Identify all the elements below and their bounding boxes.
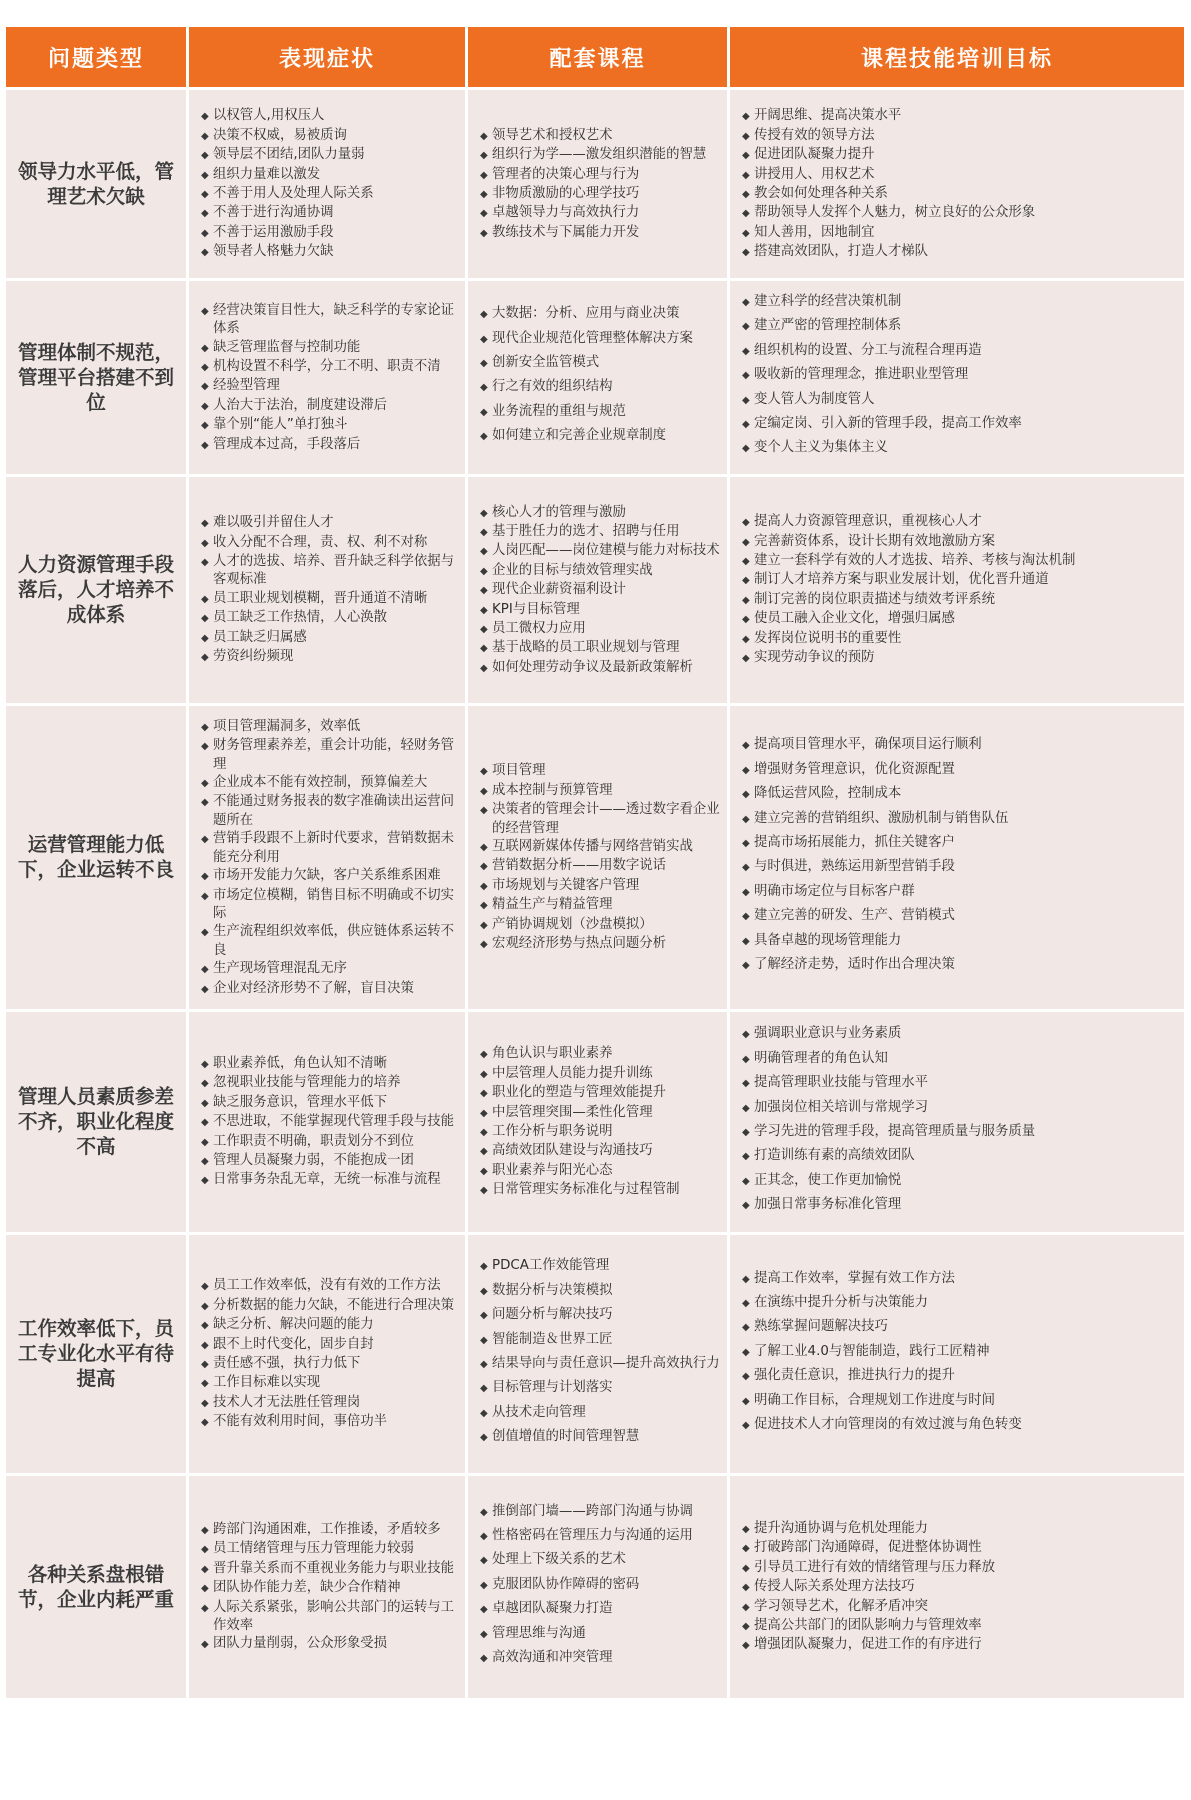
list-item: ◆ 项目管理 — [480, 762, 721, 780]
problem-type-cell: 人力资源管理手段落后，人才培养不成体系 — [6, 477, 186, 703]
list-item: ◆ 不善于用人及处理人际关系 — [201, 185, 459, 203]
list-item: ◆ KPI与目标管理 — [480, 601, 721, 619]
courses-list — [480, 305, 721, 445]
list-item: ◆ 员工缺乏归属感 — [201, 629, 459, 647]
goals-cell — [730, 90, 1184, 278]
goals-list — [742, 1025, 1178, 1214]
header-courses: 配套课程 — [468, 27, 727, 87]
list-item: ◆ 缺乏服务意识，管理水平低下 — [201, 1094, 459, 1112]
list-item: ◆ 使员工融入企业文化，增强归属感 — [742, 610, 1178, 628]
list-item: ◆ 明确市场定位与目标客户群 — [742, 883, 1178, 901]
list-item: ◆ 决策不权威，易被质询 — [201, 127, 459, 145]
list-item: ◆ 制订人才培养方案与职业发展计划，优化晋升通道 — [742, 571, 1178, 589]
list-item: ◆ 智能制造＆世界工匠 — [480, 1331, 721, 1349]
list-item: ◆ 开阔思维、提高决策水平 — [742, 107, 1178, 125]
list-item: ◆ 定编定岗、引入新的管理手段，提高工作效率 — [742, 415, 1178, 433]
list-item: ◆ 创值增值的时间管理智慧 — [480, 1428, 721, 1446]
list-item: ◆ 靠个别“能人”单打独斗 — [201, 416, 459, 434]
list-item: ◆ 熟练掌握问题解决技巧 — [742, 1318, 1178, 1336]
list-item: ◆ 机构设置不科学，分工不明、职责不清 — [201, 358, 459, 376]
list-item: ◆ 宏观经济形势与热点问题分析 — [480, 935, 721, 953]
list-item: ◆ 大数据：分析、应用与商业决策 — [480, 305, 721, 323]
table-row — [6, 477, 1184, 703]
list-item: ◆ 领导层不团结,团队力量弱 — [201, 146, 459, 164]
problem-type-cell: 工作效率低下，员工专业化水平有待提高 — [6, 1235, 186, 1473]
list-item: ◆ 克服团队协作障碍的密码 — [480, 1576, 721, 1594]
list-item: ◆ 变个人主义为集体主义 — [742, 439, 1178, 457]
list-item: ◆ 增强团队凝聚力，促进工作的有序进行 — [742, 1636, 1178, 1654]
courses-cell — [468, 1476, 727, 1698]
list-item: ◆ 生产流程组织效率低，供应链体系运转不良 — [201, 923, 459, 959]
list-item: ◆ 跟不上时代变化，固步自封 — [201, 1336, 459, 1354]
list-item: ◆ 劳资纠纷频现 — [201, 648, 459, 666]
list-item: ◆ 引导员工进行有效的情绪管理与压力释放 — [742, 1559, 1178, 1577]
list-item: ◆ 人岗匹配——岗位建模与能力对标技术 — [480, 542, 721, 560]
list-item: ◆ 员工工作效率低，没有有效的工作方法 — [201, 1277, 459, 1295]
list-item: ◆ 目标管理与计划落实 — [480, 1379, 721, 1397]
list-item: ◆ 不善于运用激励手段 — [201, 224, 459, 242]
list-item: ◆ 工作目标难以实现 — [201, 1374, 459, 1392]
list-item: ◆ 产销协调规划（沙盘模拟） — [480, 916, 721, 934]
list-item: ◆ 领导艺术和授权艺术 — [480, 127, 721, 145]
list-item: ◆ 提升沟通协调与危机处理能力 — [742, 1520, 1178, 1538]
list-item: ◆ 项目管理漏洞多，效率低 — [201, 718, 459, 736]
list-item: ◆ 促进技术人才向管理岗的有效过渡与角色转变 — [742, 1416, 1178, 1434]
list-item: ◆ 学习领导艺术，化解矛盾冲突 — [742, 1598, 1178, 1616]
list-item: ◆ 强化责任意识，推进执行力的提升 — [742, 1367, 1178, 1385]
list-item: ◆ 互联网新媒体传播与网络营销实战 — [480, 838, 721, 856]
list-item: ◆ 建立完善的研发、生产、营销模式 — [742, 907, 1178, 925]
matrix-body — [6, 90, 1184, 1698]
list-item: ◆ 加强岗位相关培训与常规学习 — [742, 1099, 1178, 1117]
courses-list — [480, 504, 721, 678]
symptoms-cell — [189, 1235, 465, 1473]
symptoms-list — [201, 107, 459, 261]
list-item: ◆ 营销数据分析——用数字说话 — [480, 857, 721, 875]
list-item: ◆ 管理成本过高，手段落后 — [201, 436, 459, 454]
list-item: ◆ 跨部门沟通困难，工作推诿，矛盾较多 — [201, 1521, 459, 1539]
list-item: ◆ 精益生产与精益管理 — [480, 896, 721, 914]
list-item: ◆ 日常事务杂乱无章，无统一标准与流程 — [201, 1171, 459, 1189]
list-item: ◆ 业务流程的重组与规范 — [480, 403, 721, 421]
list-item: ◆ 缺乏管理监督与控制功能 — [201, 339, 459, 357]
list-item: ◆ 学习先进的管理手段，提高管理质量与服务质量 — [742, 1123, 1178, 1141]
list-item: ◆ 员工缺乏工作热情，人心涣散 — [201, 609, 459, 627]
list-item: ◆ 处理上下级关系的艺术 — [480, 1551, 721, 1569]
list-item: ◆ 难以吸引并留住人才 — [201, 514, 459, 532]
courses-list — [480, 1257, 721, 1446]
list-item: ◆ 完善薪资体系，设计长期有效地激励方案 — [742, 533, 1178, 551]
symptoms-cell — [189, 1012, 465, 1232]
list-item: ◆ 不善于进行沟通协调 — [201, 204, 459, 222]
table-row — [6, 706, 1184, 1009]
header-row — [6, 27, 1184, 87]
list-item: ◆ 忽视职业技能与管理能力的培养 — [201, 1074, 459, 1092]
list-item: ◆ 工作职责不明确，职责划分不到位 — [201, 1133, 459, 1151]
symptoms-list — [201, 1521, 459, 1654]
header-goals: 课程技能培训目标 — [730, 27, 1184, 87]
list-item: ◆ 决策者的管理会计——透过数字看企业的经营管理 — [480, 801, 721, 837]
list-item: ◆ 明确管理者的角色认知 — [742, 1050, 1178, 1068]
list-item: ◆ 制订完善的岗位职责描述与绩效考评系统 — [742, 591, 1178, 609]
list-item: ◆ 组织力量难以激发 — [201, 166, 459, 184]
list-item: ◆ 建立科学的经营决策机制 — [742, 293, 1178, 311]
symptoms-cell — [189, 90, 465, 278]
list-item: ◆ 员工职业规划模糊，晋升通道不清晰 — [201, 590, 459, 608]
list-item: ◆ 卓越领导力与高效执行力 — [480, 204, 721, 222]
training-matrix-table — [3, 24, 1187, 1701]
list-item: ◆ 提高项目管理水平，确保项目运行顺利 — [742, 736, 1178, 754]
list-item: ◆ 领导者人格魅力欠缺 — [201, 243, 459, 261]
list-item: ◆ 不能通过财务报表的数字准确读出运营问题所在 — [201, 793, 459, 829]
list-item: ◆ 市场定位模糊，销售目标不明确或不切实际 — [201, 887, 459, 923]
list-item: ◆ PDCA工作效能管理 — [480, 1257, 721, 1275]
courses-cell — [468, 1235, 727, 1473]
list-item: ◆ 正其念，使工作更加愉悦 — [742, 1172, 1178, 1190]
list-item: ◆ 卓越团队凝聚力打造 — [480, 1600, 721, 1618]
header-problem-type: 问题类型 — [6, 27, 186, 87]
table-row — [6, 1235, 1184, 1473]
list-item: ◆ 提高管理职业技能与管理水平 — [742, 1074, 1178, 1092]
list-item: ◆ 非物质激励的心理学技巧 — [480, 185, 721, 203]
list-item: ◆ 员工微权力应用 — [480, 620, 721, 638]
list-item: ◆ 明确工作目标，合理规划工作进度与时间 — [742, 1392, 1178, 1410]
list-item: ◆ 加强日常事务标准化管理 — [742, 1196, 1178, 1214]
list-item: ◆ 了解经济走势，适时作出合理决策 — [742, 956, 1178, 974]
list-item: ◆ 创新安全监管模式 — [480, 354, 721, 372]
list-item: ◆ 高效沟通和冲突管理 — [480, 1649, 721, 1667]
list-item: ◆ 管理者的决策心理与行为 — [480, 166, 721, 184]
list-item: ◆ 建立严密的管理控制体系 — [742, 317, 1178, 335]
list-item: ◆ 市场规划与关键客户管理 — [480, 877, 721, 895]
problem-type-cell: 管理体制不规范，管理平台搭建不到位 — [6, 281, 186, 474]
list-item: ◆ 经验型管理 — [201, 377, 459, 395]
list-item: ◆ 成本控制与预算管理 — [480, 782, 721, 800]
list-item: ◆ 中层管理人员能力提升训练 — [480, 1065, 721, 1083]
symptoms-cell — [189, 706, 465, 1009]
goals-list — [742, 1270, 1178, 1435]
list-item: ◆ 如何处理劳动争议及最新政策解析 — [480, 659, 721, 677]
list-item: ◆ 不能有效利用时间，事倍功半 — [201, 1413, 459, 1431]
courses-cell — [468, 1012, 727, 1232]
list-item: ◆ 提高人力资源管理意识，重视核心人才 — [742, 513, 1178, 531]
goals-list — [742, 736, 1178, 974]
list-item: ◆ 从技术走向管理 — [480, 1404, 721, 1422]
list-item: ◆ 职业化的塑造与管理效能提升 — [480, 1084, 721, 1102]
list-item: ◆ 经营决策盲目性大，缺乏科学的专家论证体系 — [201, 302, 459, 338]
list-item: ◆ 吸收新的管理理念，推进职业型管理 — [742, 366, 1178, 384]
list-item: ◆ 工作分析与职务说明 — [480, 1123, 721, 1141]
list-item: ◆ 团队力量削弱，公众形象受损 — [201, 1635, 459, 1653]
goals-cell — [730, 281, 1184, 474]
list-item: ◆ 员工情绪管理与压力管理能力较弱 — [201, 1540, 459, 1558]
list-item: ◆ 行之有效的组织结构 — [480, 378, 721, 396]
courses-list — [480, 127, 721, 242]
courses-cell — [468, 477, 727, 703]
list-item: ◆ 基于胜任力的选才、招聘与任用 — [480, 523, 721, 541]
list-item: ◆ 变人管人为制度管人 — [742, 391, 1178, 409]
goals-cell — [730, 706, 1184, 1009]
list-item: ◆ 人治大于法治，制度建设滞后 — [201, 397, 459, 415]
symptoms-list — [201, 302, 459, 454]
list-item: ◆ 缺乏分析、解决问题的能力 — [201, 1316, 459, 1334]
list-item: ◆ 组织机构的设置、分工与流程合理再造 — [742, 342, 1178, 360]
goals-cell — [730, 1476, 1184, 1698]
header-symptoms: 表现症状 — [189, 27, 465, 87]
list-item: ◆ 团队协作能力差，缺少合作精神 — [201, 1579, 459, 1597]
courses-list — [480, 1503, 721, 1668]
list-item: ◆ 教练技术与下属能力开发 — [480, 224, 721, 242]
problem-type-cell: 管理人员素质参差不齐，职业化程度不高 — [6, 1012, 186, 1232]
list-item: ◆ 现代企业规范化管理整体解决方案 — [480, 330, 721, 348]
list-item: ◆ 传授人际关系处理方法技巧 — [742, 1578, 1178, 1596]
symptoms-list — [201, 514, 459, 666]
list-item: ◆ 发挥岗位说明书的重要性 — [742, 630, 1178, 648]
list-item: ◆ 传授有效的领导方法 — [742, 127, 1178, 145]
list-item: ◆ 以权管人,用权压人 — [201, 107, 459, 125]
list-item: ◆ 结果导向与责任意识—提升高效执行力 — [480, 1355, 721, 1373]
courses-list — [480, 1045, 721, 1199]
list-item: ◆ 财务管理素养差，重会计功能，轻财务管理 — [201, 737, 459, 773]
list-item: ◆ 高绩效团队建设与沟通技巧 — [480, 1142, 721, 1160]
list-item: ◆ 促进团队凝聚力提升 — [742, 146, 1178, 164]
list-item: ◆ 打破跨部门沟通障碍，促进整体协调性 — [742, 1539, 1178, 1557]
courses-cell — [468, 90, 727, 278]
list-item: ◆ 在演练中提升分析与决策能力 — [742, 1294, 1178, 1312]
symptoms-cell — [189, 281, 465, 474]
list-item: ◆ 晋升靠关系而不重视业务能力与职业技能 — [201, 1560, 459, 1578]
list-item: ◆ 分析数据的能力欠缺，不能进行合理决策 — [201, 1297, 459, 1315]
goals-cell — [730, 477, 1184, 703]
problem-type-cell: 领导力水平低，管理艺术欠缺 — [6, 90, 186, 278]
table-row — [6, 1476, 1184, 1698]
courses-cell — [468, 281, 727, 474]
list-item: ◆ 帮助领导人发挥个人魅力，树立良好的公众形象 — [742, 204, 1178, 222]
list-item: ◆ 核心人才的管理与激励 — [480, 504, 721, 522]
list-item: ◆ 企业的目标与绩效管理实战 — [480, 562, 721, 580]
list-item: ◆ 知人善用，因地制宜 — [742, 224, 1178, 242]
list-item: ◆ 数据分析与决策模拟 — [480, 1282, 721, 1300]
table-row — [6, 281, 1184, 474]
list-item: ◆ 了解工业4.0与智能制造，践行工匠精神 — [742, 1343, 1178, 1361]
list-item: ◆ 技术人才无法胜任管理岗 — [201, 1394, 459, 1412]
list-item: ◆ 日常管理实务标准化与过程管制 — [480, 1181, 721, 1199]
list-item: ◆ 管理人员凝聚力弱，不能抱成一团 — [201, 1152, 459, 1170]
list-item: ◆ 基于战略的员工职业规划与管理 — [480, 639, 721, 657]
list-item: ◆ 实现劳动争议的预防 — [742, 649, 1178, 667]
symptoms-list — [201, 718, 459, 998]
goals-list — [742, 107, 1178, 261]
list-item: ◆ 职业素养与阳光心态 — [480, 1162, 721, 1180]
list-item: ◆ 收入分配不合理，责、权、利不对称 — [201, 534, 459, 552]
symptoms-list — [201, 1277, 459, 1431]
goals-cell — [730, 1235, 1184, 1473]
symptoms-cell — [189, 477, 465, 703]
list-item: ◆ 性格密码在管理压力与沟通的运用 — [480, 1527, 721, 1545]
list-item: ◆ 营销手段跟不上新时代要求，营销数据未能充分利用 — [201, 830, 459, 866]
list-item: ◆ 市场开发能力欠缺，客户关系维系困难 — [201, 867, 459, 885]
table-row — [6, 90, 1184, 278]
list-item: ◆ 现代企业薪资福利设计 — [480, 581, 721, 599]
table-row — [6, 1012, 1184, 1232]
list-item: ◆ 生产现场管理混乱无序 — [201, 960, 459, 978]
list-item: ◆ 提高市场拓展能力，抓住关键客户 — [742, 834, 1178, 852]
goals-list — [742, 293, 1178, 458]
list-item: ◆ 建立一套科学有效的人才选拔、培养、考核与淘汰机制 — [742, 552, 1178, 570]
courses-list — [480, 762, 721, 953]
list-item: ◆ 人才的选拔、培养、晋升缺乏科学依据与客观标准 — [201, 553, 459, 589]
list-item: ◆ 教会如何处理各种关系 — [742, 185, 1178, 203]
list-item: ◆ 提高公共部门的团队影响力与管理效率 — [742, 1617, 1178, 1635]
list-item: ◆ 不思进取，不能掌握现代管理手段与技能 — [201, 1113, 459, 1131]
list-item: ◆ 讲授用人、用权艺术 — [742, 166, 1178, 184]
list-item: ◆ 强调职业意识与业务素质 — [742, 1025, 1178, 1043]
list-item: ◆ 与时俱进，熟练运用新型营销手段 — [742, 858, 1178, 876]
list-item: ◆ 企业成本不能有效控制，预算偏差大 — [201, 774, 459, 792]
courses-cell — [468, 706, 727, 1009]
list-item: ◆ 推倒部门墙——跨部门沟通与协调 — [480, 1503, 721, 1521]
list-item: ◆ 责任感不强，执行力低下 — [201, 1355, 459, 1373]
problem-type-cell: 各种关系盘根错节，企业内耗严重 — [6, 1476, 186, 1698]
list-item: ◆ 提高工作效率，掌握有效工作方法 — [742, 1270, 1178, 1288]
list-item: ◆ 如何建立和完善企业规章制度 — [480, 427, 721, 445]
goals-list — [742, 1520, 1178, 1655]
goals-cell — [730, 1012, 1184, 1232]
list-item: ◆ 具备卓越的现场管理能力 — [742, 932, 1178, 950]
symptoms-cell — [189, 1476, 465, 1698]
list-item: ◆ 增强财务管理意识，优化资源配置 — [742, 761, 1178, 779]
problem-type-cell: 运营管理能力低下，企业运转不良 — [6, 706, 186, 1009]
list-item: ◆ 职业素养低，角色认知不清晰 — [201, 1055, 459, 1073]
list-item: ◆ 管理思维与沟通 — [480, 1625, 721, 1643]
list-item: ◆ 问题分析与解决技巧 — [480, 1306, 721, 1324]
list-item: ◆ 组织行为学——激发组织潜能的智慧 — [480, 146, 721, 164]
list-item: ◆ 降低运营风险，控制成本 — [742, 785, 1178, 803]
list-item: ◆ 搭建高效团队，打造人才梯队 — [742, 243, 1178, 261]
list-item: ◆ 打造训练有素的高绩效团队 — [742, 1147, 1178, 1165]
list-item: ◆ 企业对经济形势不了解，盲目决策 — [201, 980, 459, 998]
list-item: ◆ 人际关系紧张，影响公共部门的运转与工作效率 — [201, 1599, 459, 1635]
list-item: ◆ 角色认识与职业素养 — [480, 1045, 721, 1063]
symptoms-list — [201, 1055, 459, 1190]
goals-list — [742, 513, 1178, 667]
list-item: ◆ 中层管理突围—柔性化管理 — [480, 1104, 721, 1122]
list-item: ◆ 建立完善的营销组织、激励机制与销售队伍 — [742, 810, 1178, 828]
